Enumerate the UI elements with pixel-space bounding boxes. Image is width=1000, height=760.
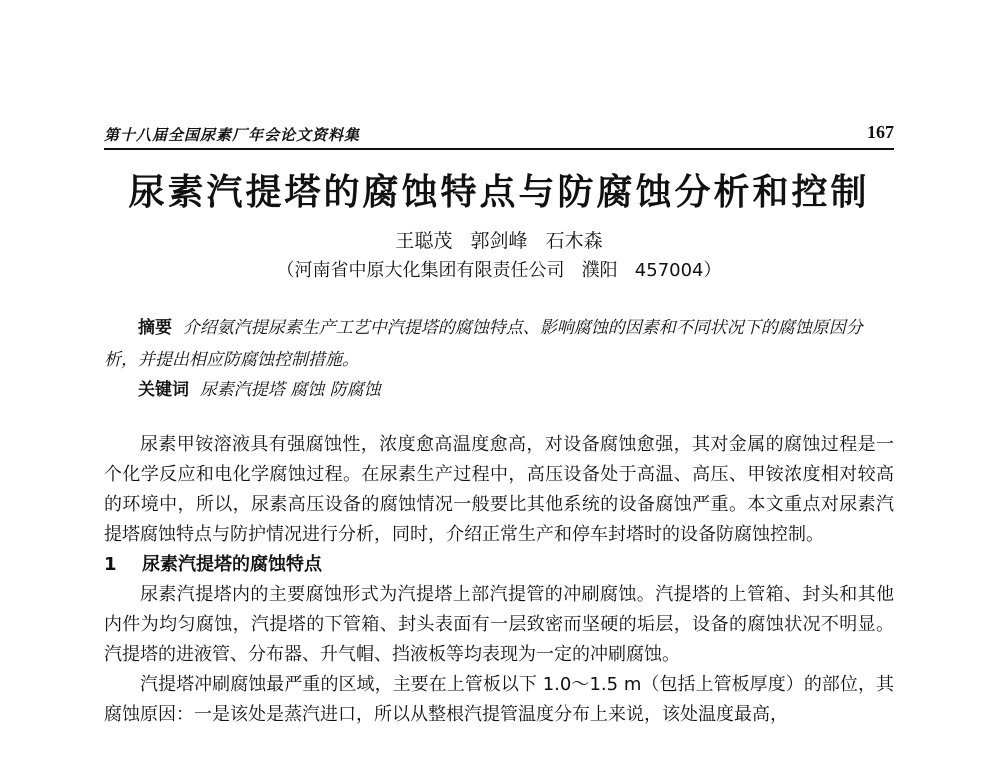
section-heading xyxy=(104,550,894,580)
abstract xyxy=(104,312,894,376)
paragraph-1: 尿素汽提塔内的主要腐蚀形式为汽提塔上部汽提管的冲刷腐蚀。汽提塔的上管箱、封头和其他内件为均匀腐蚀，汽提塔的下管箱、封头表面有一层致密而坚硬的垢层，设备的腐蚀状况不明显。汽提塔的进液管、分布器、升气帽、挡液板等均表现为一定的冲刷腐蚀。 xyxy=(104,584,894,665)
intro-paragraph: 尿素甲铵溶液具有强腐蚀性，浓度愈高温度愈高，对设备腐蚀愈强，其对金属的腐蚀过程是一个化学反应和电化学腐蚀过程。在尿素生产过程中，高压设备处于高温、高压、甲铵浓度相对较高的环境中，所以，尿素高压设备的腐蚀情况一般要比其他系统的设备腐蚀严重。本文重点对尿素汽提塔腐蚀特点与防护情况进行分析，同时，介绍正常生产和停车封塔时的设备防腐蚀控制。 xyxy=(104,434,894,545)
section-title: 尿素汽提塔的腐蚀特点 xyxy=(142,554,322,575)
article-affiliation: （河南省中原大化集团有限责任公司 濮阳 457004） xyxy=(276,260,722,281)
running-head-title: 第十八届全国尿素厂年会论文资料集 xyxy=(104,126,361,144)
abstract-label: 摘要 xyxy=(138,318,172,338)
keywords-text: 尿素汽提塔 腐蚀 防腐蚀 xyxy=(199,380,381,400)
section-number: 1 xyxy=(104,554,117,575)
abstract-text: 介绍氨汽提尿素生产工艺中汽提塔的腐蚀特点、影响腐蚀的因素和不同状况下的腐蚀原因分析，并提出相应防腐蚀控制措施。 xyxy=(104,318,863,370)
keywords-label: 关键词 xyxy=(138,380,189,400)
paragraph-2: 汽提塔冲刷腐蚀最严重的区域，主要在上管板以下 1.0～1.5 m（包括上管板厚度）的部位，其腐蚀原因：一是该处是蒸汽进口，所以从整根汽提管温度分布上来说，该处温度最高， xyxy=(104,674,894,725)
page-number: 167 xyxy=(867,122,894,142)
article-authors: 王聪茂 郭剑峰 石木森 xyxy=(395,230,603,252)
keywords xyxy=(104,376,894,404)
body-text xyxy=(104,430,894,730)
running-header xyxy=(104,118,894,150)
article-title: 尿素汽提塔的腐蚀特点与防腐蚀分析和控制 xyxy=(128,171,870,213)
